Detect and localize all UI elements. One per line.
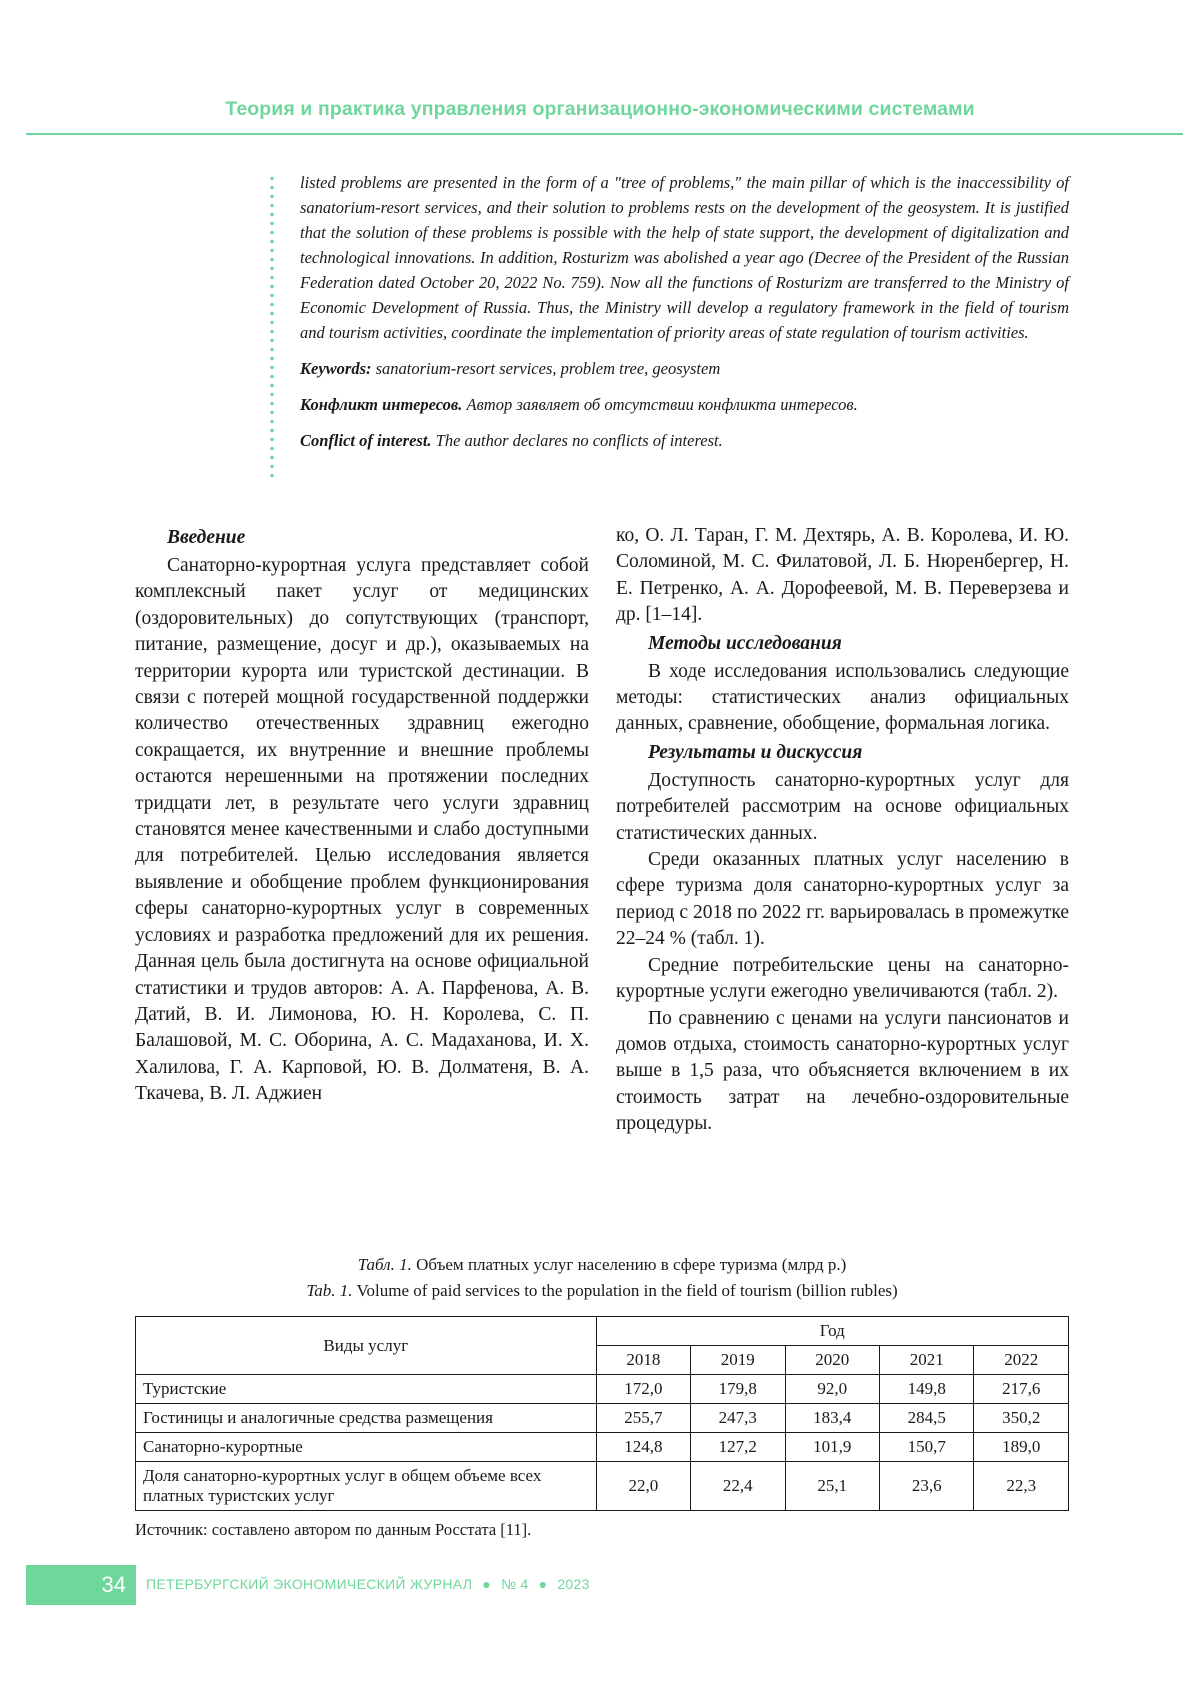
table-caption-en	[135, 1278, 1069, 1304]
footer-year: 2023	[557, 1576, 590, 1592]
conflict-ru-label: Конфликт интересов.	[300, 395, 463, 414]
value-cell: 189,0	[974, 1433, 1069, 1462]
row-label: Санаторно-курортные	[136, 1433, 597, 1462]
table-caption-ru	[135, 1252, 1069, 1278]
body-column-right	[616, 523, 1069, 1138]
year-cell: 2018	[596, 1346, 690, 1375]
footer-journal-line	[146, 1576, 590, 1592]
header-rule	[26, 133, 1183, 135]
value-cell: 149,8	[879, 1375, 973, 1404]
value-cell: 22,4	[691, 1462, 785, 1511]
value-cell: 172,0	[596, 1375, 690, 1404]
table-caption-en-text: Volume of paid services to the population in the field of tourism (billion rubles)	[356, 1281, 898, 1300]
conflict-ru-value: Автор заявляет об отсутствии конфликта интересов.	[466, 395, 858, 414]
results-paragraph-4: По сравнению с ценами на услуги пансионатов и домов отдыха, стоимость санаторно-курортных услуг выше в 1,5 раза, что объясняется включением в их стоимость затрат на лечебно-оздоровительные процедуры.	[616, 1007, 1069, 1135]
table-row	[136, 1404, 1069, 1433]
footer-issue: № 4	[500, 1576, 529, 1592]
value-cell: 284,5	[879, 1404, 973, 1433]
value-cell: 101,9	[785, 1433, 879, 1462]
value-cell: 22,0	[596, 1462, 690, 1511]
table-header-row	[136, 1317, 1069, 1346]
value-cell: 25,1	[785, 1462, 879, 1511]
row-label: Доля санаторно-курортных услуг в общем объеме всех платных туристских услуг	[136, 1462, 597, 1511]
table-caption-ru-text: Объем платных услуг населению в сфере туризма (млрд р.)	[416, 1255, 847, 1274]
value-cell: 124,8	[596, 1433, 690, 1462]
conflict-en-label: Conflict of interest.	[300, 431, 432, 450]
results-paragraph-3: Средние потребительские цены на санаторно-курортные услуги ежегодно увеличиваются (табл. 2).	[616, 954, 1069, 1003]
row-label: Туристские	[136, 1375, 597, 1404]
abstract-block	[300, 170, 1069, 453]
data-table	[135, 1316, 1069, 1511]
abstract-dotted-rule	[269, 174, 275, 479]
intro-continued: ко, О. Л. Таран, Г. М. Дехтярь, А. В. Королева, И. Ю. Соломиной, М. С. Филатовой, Л. Б. Нюренбергер, Н. Е. Петренко, А. А. Дорофеевой, М. В. Переверзева и др. [1–14].	[616, 525, 1069, 626]
table-row	[136, 1375, 1069, 1404]
results-paragraph-2: Среди оказанных платных услуг населению в сфере туризма доля санаторно-курортных услуг за период с 2018 по 2022 гг. варьировалась в промежутке 22–24 % (табл. 1).	[616, 849, 1069, 950]
row-label: Гостиницы и аналогичные средства размещения	[136, 1404, 597, 1433]
intro-paragraph: Санаторно-курортная услуга представляет собой комплексный пакет услуг от медицинских (оздоровительных) до сопутствующих (транспорт, питание, размещение, досуг и др.), оказываемых на территории курорта или туристской дестинации. В связи с потерей мощной государственной поддержки количество отечественных здравниц ежегодно сокращается, их внутренние и внешние проблемы остаются нерешенными на протяжении последних тридцати лет, в результате чего услуги здравниц становятся менее качественными и слабо доступными для потребителей. Целью исследования является выявление и обобщение проблем функционирования сферы санаторно-курортных услуг в современных условиях и разработка предложений для их решения. Данная цель была достигнута на основе официальной статистики и трудов авторов: А. А. Парфенова, А. В. Датий, В. И. Лимонова, Ю. Н. Королева, С. П. Балашовой, М. С. Оборина, А. С. Мадаханова, И. Х. Халилова, Г. А. Карповой, Ю. В. Долматеня, В. А. Ткачева, В. Л. Аджиен	[135, 555, 589, 1105]
value-cell: 127,2	[691, 1433, 785, 1462]
results-paragraph-1: Доступность санаторно-курортных услуг для потребителей рассмотрим на основе официальных статистических данных.	[616, 769, 1069, 844]
running-header: Теория и практика управления организационно-экономическими системами	[225, 98, 975, 120]
page-number: 34	[26, 1565, 136, 1605]
value-cell: 92,0	[785, 1375, 879, 1404]
methods-paragraph: В ходе исследования использовались следующие методы: статистических анализ официальных данных, сравнение, обобщение, формальная логика.	[616, 660, 1069, 735]
table-caption-en-label: Tab. 1.	[306, 1281, 353, 1300]
value-cell: 247,3	[691, 1404, 785, 1433]
bullet-icon: ●	[538, 1576, 548, 1592]
table-row	[136, 1462, 1069, 1511]
year-cell: 2022	[974, 1346, 1069, 1375]
value-cell: 179,8	[691, 1375, 785, 1404]
table-caption-ru-label: Табл. 1.	[357, 1255, 412, 1274]
year-cell: 2019	[691, 1346, 785, 1375]
header-year: Год	[596, 1317, 1068, 1346]
year-cell: 2021	[879, 1346, 973, 1375]
value-cell: 183,4	[785, 1404, 879, 1433]
body-column-left	[135, 523, 589, 1108]
footer-journal-name: ПЕТЕРБУРГСКИЙ ЭКОНОМИЧЕСКИЙ ЖУРНАЛ	[146, 1576, 473, 1592]
keywords-value: sanatorium-resort services, problem tree, geosystem	[375, 359, 721, 378]
value-cell: 22,3	[974, 1462, 1069, 1511]
conflict-en-line	[300, 428, 1069, 453]
value-cell: 255,7	[596, 1404, 690, 1433]
header-service-type: Виды услуг	[136, 1317, 597, 1375]
table-row	[136, 1433, 1069, 1462]
table-source-note: Источник: составлено автором по данным Росстата [11].	[135, 1520, 532, 1539]
keywords-line	[300, 356, 1069, 381]
keywords-label: Keywords:	[300, 359, 372, 378]
conflict-en-value: The author declares no conflicts of interest.	[435, 431, 723, 450]
conflict-ru-line	[300, 392, 1069, 417]
value-cell: 23,6	[879, 1462, 973, 1511]
year-cell: 2020	[785, 1346, 879, 1375]
value-cell: 350,2	[974, 1404, 1069, 1433]
abstract-text: listed problems are presented in the form of a "tree of problems," the main pillar of which is the inaccessibility of sanatorium-resort services, and their solution to problems rests on the development of the geosystem. It is justified that the solution of these problems is possible with the help of state support, the development of digitalization and technological innovations. In addition, Rosturizm was abolished a year ago (Decree of the President of the Russian Federation dated October 20, 2022 No. 759). Now all the functions of Rosturizm are transferred to the Ministry of Economic Development of Russia. Thus, the Ministry will develop a regulatory framework in the field of tourism and tourism activities, coordinate the implementation of priority areas of state regulation of tourism activities.	[300, 173, 1069, 342]
methods-heading: Методы исследования	[648, 632, 842, 654]
value-cell: 150,7	[879, 1433, 973, 1462]
intro-heading: Введение	[167, 527, 246, 548]
value-cell: 217,6	[974, 1375, 1069, 1404]
results-heading: Результаты и дискуссия	[648, 741, 863, 763]
bullet-icon: ●	[482, 1576, 491, 1592]
